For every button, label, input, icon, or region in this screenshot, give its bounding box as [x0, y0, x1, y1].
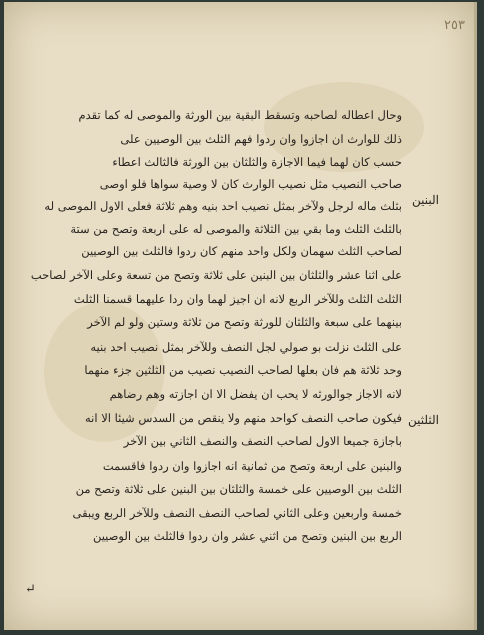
page-number: ٢٥٣ — [444, 18, 465, 33]
text-line: ذلك للوارث ان اجازوا وان ردوا فهم الثلث بين الوصيين على — [120, 132, 402, 146]
text-line: صاحب النصيب مثل نصيب الوارث كان لا وصية سواها فلو اوصى — [99, 177, 402, 191]
text-line: على الثلث نزلت بو صولي لجل النصف وللآخر بمثل نصيب احد بنيه — [90, 340, 402, 354]
margin-note-2: الثلثين — [408, 413, 439, 427]
text-line: الثلث بين الوصيين على خمسة والثلثان بين البنين على ثلاثة وتصح من — [75, 482, 402, 496]
text-line: لصاحب الثلث سهمان ولكل واحد منهم كان ردوا فالثلث بين الوصيين — [81, 244, 402, 258]
text-line: بالثلث الثلث وما بقي بين الثلاثة والموصى له على اربعة وتصح من ستة — [70, 222, 402, 236]
text-line: بينهما على سبعة والثلثان للورثة وتصح من ثلاثة وستين ولو لم الآخر — [87, 315, 402, 329]
corner-mark: ↵ — [25, 582, 36, 597]
text-line: وحد ثلاثة هم فان بعلها لصاحب النصيب نصيب من الثلثين جزء منهما — [84, 363, 402, 377]
text-line: حسب كان لهما فيما الاجازة والثلثان بين الورثة فالثالث اعطاء — [112, 155, 402, 169]
text-line: بثلث ماله لرجل ولآخر بمثل نصيب احد بنيه وهم ثلاثة فعلى الاول الموصى له — [44, 199, 402, 213]
text-line: الثلث الثلث وللآخر الربع لانه ان اجيز لهما وان ردا عليهما قسمنا الثلث — [73, 292, 402, 306]
text-line: لانه الاجاز جوالورثه لا يحب ان يفضل الا ان اجازته وهم رضاهم — [109, 387, 402, 401]
margin-note-1: البنين — [412, 193, 439, 207]
text-line: وحال اعطاله لصاحبه وتسقط البقية بين الورثة والموصى له كما تقدم — [78, 108, 402, 122]
text-line: فيكون صاحب النصف كواحد منهم ولا ينقص من السدس شيئا الا انه — [84, 411, 402, 425]
text-line: والبنين على اربعة وتصح من ثمانية انه اجازوا وان ردوا فاقسمت — [102, 459, 402, 473]
text-line: خمسة واربعين وعلى الثاني لصاحب النصف النصف وللآخر الربع ويبقى — [72, 506, 402, 520]
text-line: الربع بين البنين وتصح من اثني عشر وان ردوا فالثلث بين الوصيين — [92, 529, 402, 543]
text-line: باجازة جميعا الاول لصاحب النصف والنصف الثاني بين الآخر — [123, 434, 402, 448]
text-line: على اثنا عشر والثلثان بين البنين على ثلاثة وتصح من تسعة وعلى الآخر لصاحب — [30, 268, 402, 282]
